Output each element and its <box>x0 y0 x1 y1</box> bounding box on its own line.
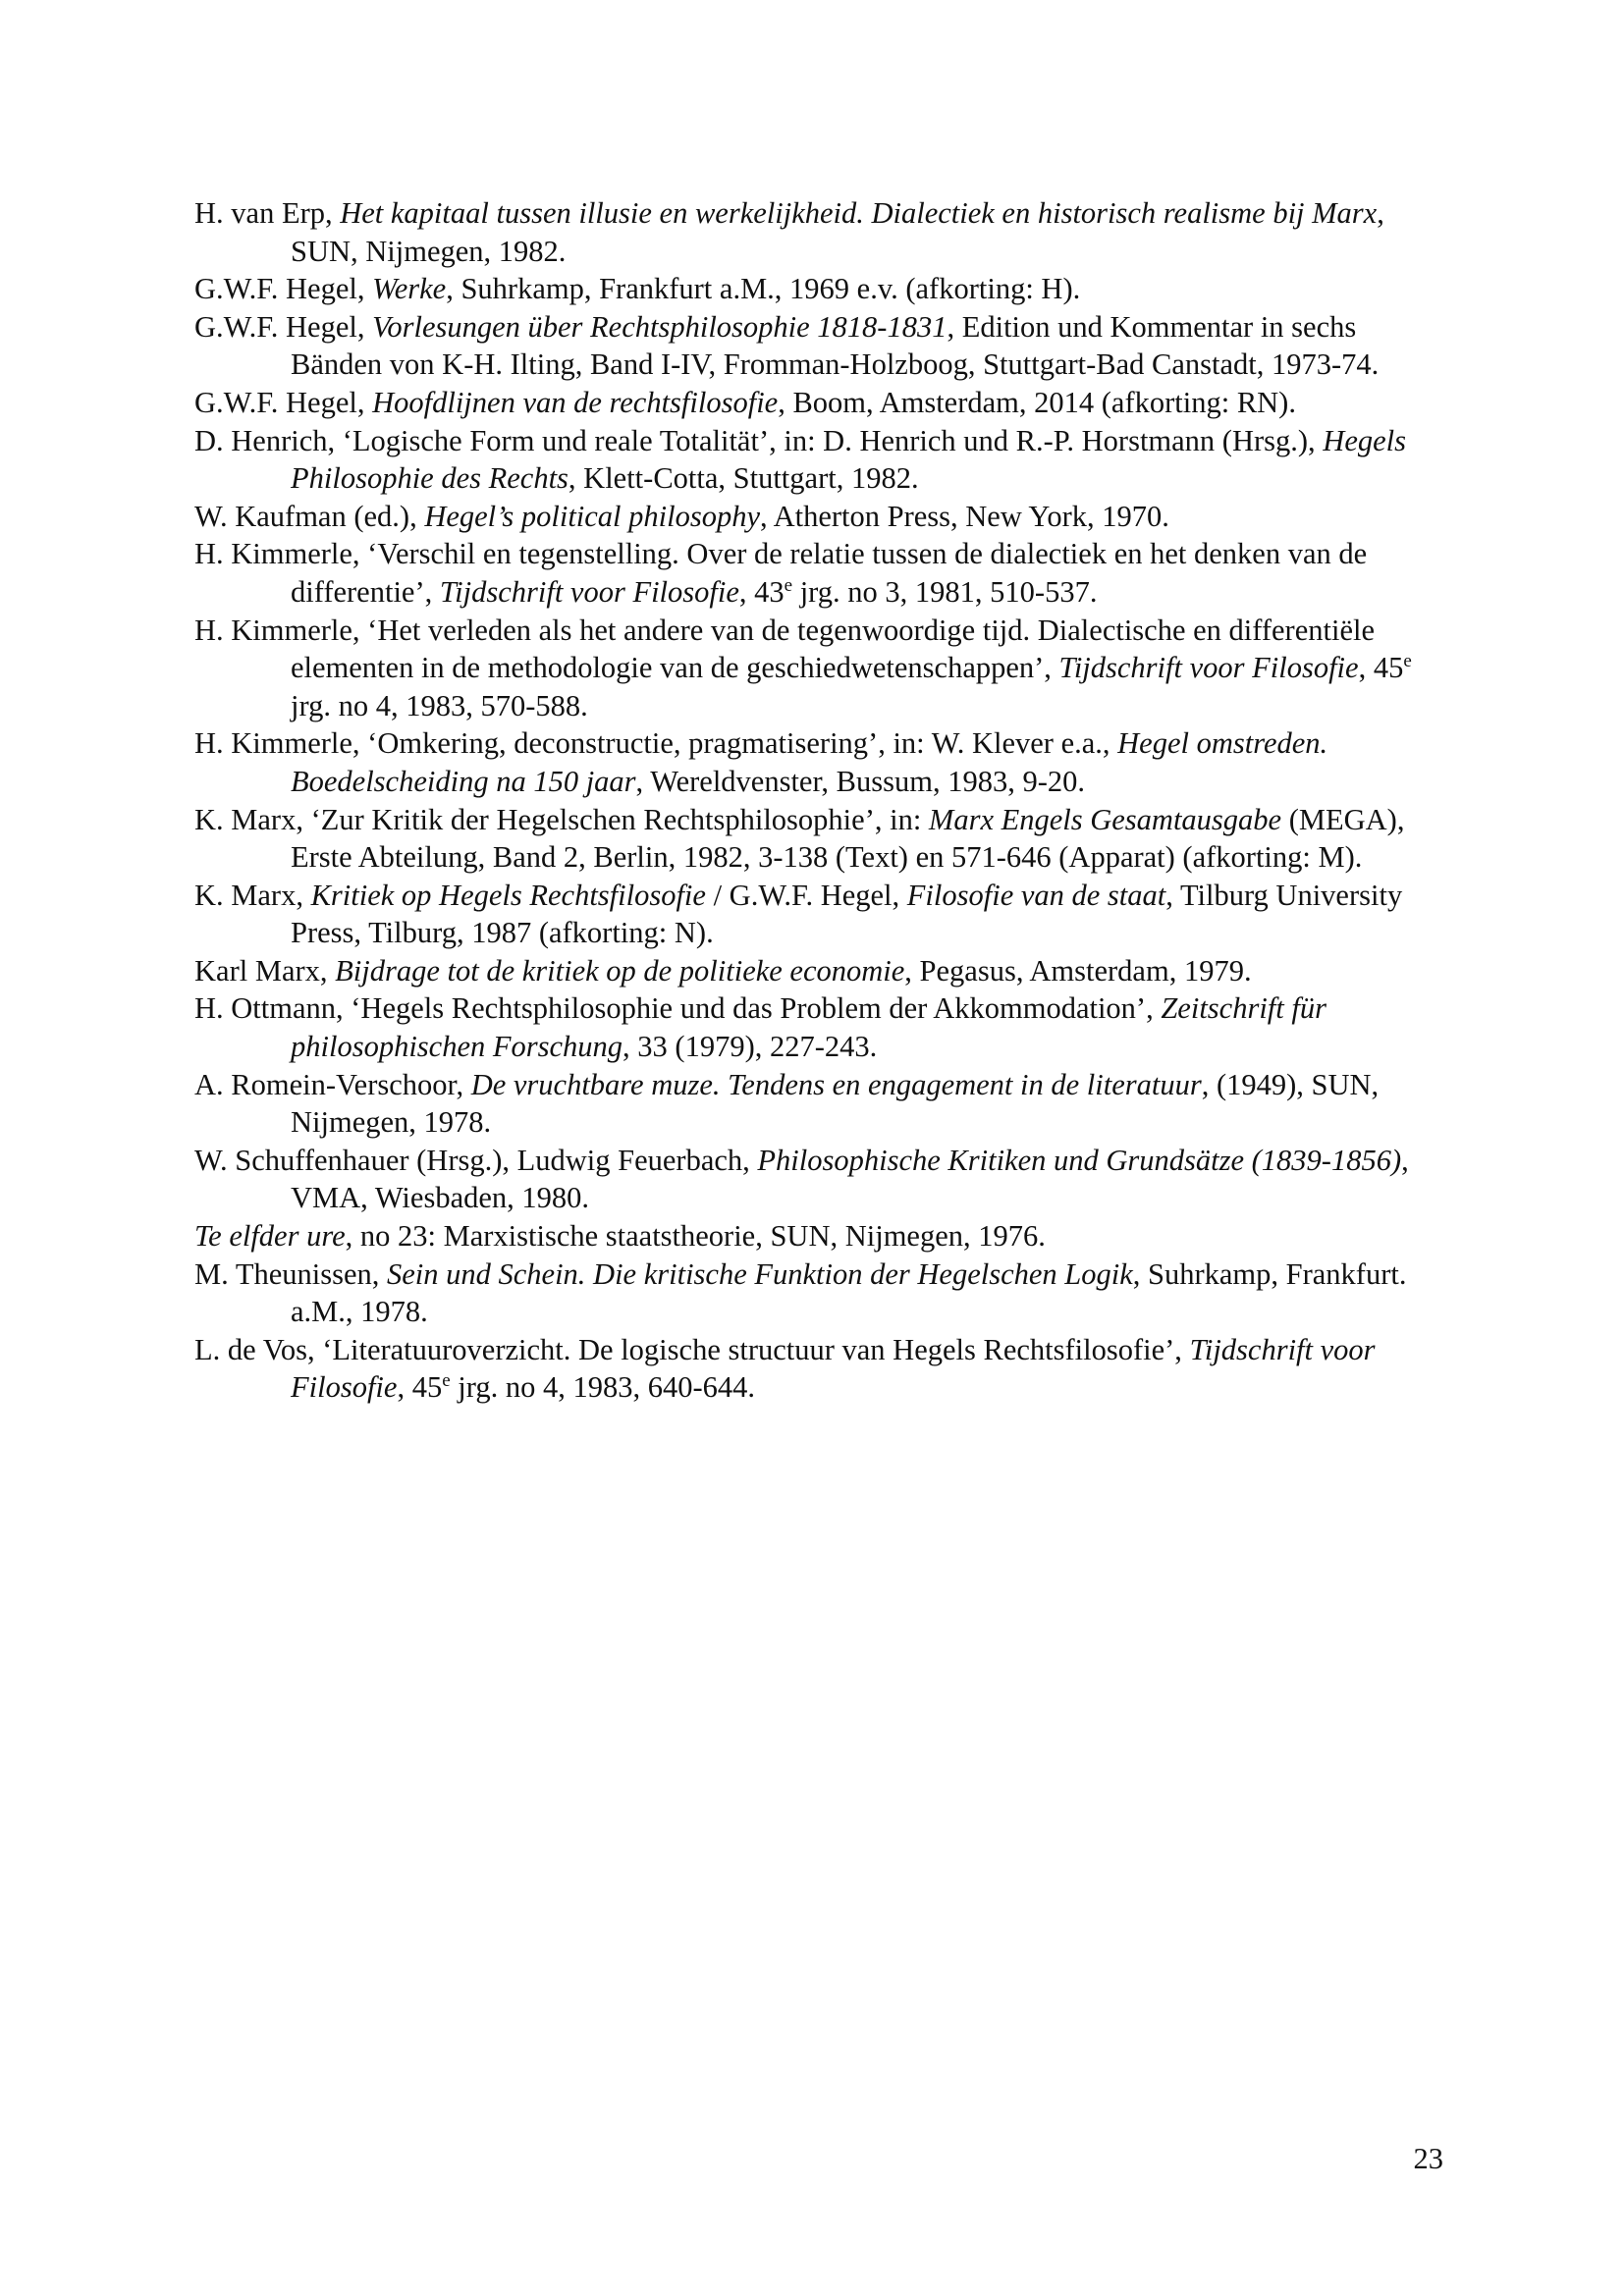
bibliography-entry <box>194 612 1443 725</box>
entry-text: A. Romein-Verschoor, <box>194 1067 471 1101</box>
entry-text: H. van Erp, <box>194 196 341 230</box>
entry-text: , 33 (1979), 227-243. <box>623 1030 878 1064</box>
entry-text: / G.W.F. Hegel, <box>705 878 907 912</box>
bibliography-entry <box>194 194 1443 270</box>
entry-text: K. Marx, ‘Zur Kritik der Hegelschen Rechtsphilosophie’, in: <box>194 802 929 836</box>
italic-title-text: Hoofdlijnen van de rechtsfilosofie <box>372 385 779 419</box>
bibliography-entry <box>194 1255 1443 1331</box>
entry-text: W. Kaufman (ed.), <box>194 499 425 533</box>
italic-title-text: Filosofie van de staat <box>906 878 1166 912</box>
entry-text: H. Kimmerle, ‘Verschil en tegenstelling. Over de relatie tussen de dialectiek en het denken van de differentie’, <box>194 537 1368 609</box>
page-number: 23 <box>1413 2142 1443 2175</box>
entry-text: H. Ottmann, ‘Hegels Rechtsphilosophie und das Problem der Akkommodation’, <box>194 991 1162 1026</box>
entry-text: D. Henrich, ‘Logische Form und reale Totalität’, in: D. Henrich und R.-P. Horstmann (Hrsg.), <box>194 423 1324 457</box>
entry-text: , VMA, Wiesbaden, 1980. <box>291 1143 1409 1215</box>
entry-text: , Boom, Amsterdam, 2014 (afkorting: RN). <box>778 385 1296 419</box>
entry-text: , Atherton Press, New York, 1970. <box>760 499 1169 533</box>
italic-title-text: Hegels Philosophie des Rechts <box>291 423 1406 496</box>
entry-text: , Klett-Cotta, Stuttgart, 1982. <box>568 461 919 496</box>
entry-text: H. Kimmerle, ‘Omkering, deconstructie, pragmatisering’, in: W. Klever e.a., <box>194 726 1118 761</box>
entry-text: jrg. no 3, 1981, 510-537. <box>792 574 1098 609</box>
italic-title-text: Te elfder ure <box>194 1219 346 1254</box>
entry-text: L. de Vos, ‘Literatuuroverzicht. De logische structuur van Hegels Rechtsfilosofie’, <box>194 1332 1190 1366</box>
entry-text: Karl Marx, <box>194 953 336 988</box>
italic-title-text: Hegel’s political philosophy <box>424 499 761 533</box>
entry-text: H. Kimmerle, ‘Het verleden als het andere van de tegenwoordige tijd. Dialectische en differentiële elementen in de methodologie van de geschiedwetenschappen’, <box>194 613 1375 685</box>
entry-text: jrg. no 4, 1983, 640-644. <box>450 1370 755 1405</box>
entry-text: M. Theunissen, <box>194 1256 387 1291</box>
italic-title-text: Sein und Schein. Die kritische Funktion der Hegelschen Logik <box>387 1256 1133 1291</box>
italic-title-text: Kritiek op Hegels Rechtsfilosofie <box>310 878 706 912</box>
entry-text: G.W.F. Hegel, <box>194 309 373 344</box>
entry-text: , 45 <box>397 1370 443 1405</box>
bibliography-entry <box>194 801 1443 877</box>
superscript-text: e <box>784 574 793 596</box>
bibliography-entry <box>194 1331 1443 1407</box>
bibliography-entry <box>194 308 1443 384</box>
entry-text: , SUN, Nijmegen, 1982. <box>291 196 1384 268</box>
bibliography-entry <box>194 422 1443 498</box>
italic-title-text: Zeitschrift für philosophischen Forschung <box>291 991 1326 1064</box>
entry-text: , Edition und Kommentar in sechs Bänden von K-H. Ilting, Band I-IV, Fromman-Holzboog, Stuttgart-Bad Canstadt, 1973-74. <box>291 309 1380 382</box>
entry-text: , 45 <box>1358 651 1404 685</box>
entry-text: , Pegasus, Amsterdam, 1979. <box>904 953 1252 988</box>
bibliography-entry <box>194 952 1443 990</box>
entry-text: W. Schuffenhauer (Hrsg.), Ludwig Feuerbach, <box>194 1143 758 1177</box>
italic-title-text: Tijdschrift voor Filosofie <box>1058 651 1359 685</box>
bibliography-list <box>194 194 1443 1407</box>
italic-title-text: Philosophische Kritiken und Grundsätze (1839-1856) <box>757 1143 1402 1177</box>
entry-text: , no 23: Marxistische staatstheorie, SUN, Nijmegen, 1976. <box>345 1219 1046 1254</box>
bibliography-entry <box>194 989 1443 1065</box>
entry-text: , Suhrkamp, Frankfurt a.M., 1969 e.v. (afkorting: H). <box>446 272 1081 306</box>
superscript-text: e <box>442 1370 451 1392</box>
bibliography-entry <box>194 877 1443 952</box>
bibliography-entry <box>194 535 1443 611</box>
italic-title-text: De vruchtbare muze. Tendens en engagement in de literatuur <box>470 1067 1202 1101</box>
entry-text: G.W.F. Hegel, <box>194 272 373 306</box>
superscript-text: e <box>1403 651 1412 672</box>
entry-text: G.W.F. Hegel, <box>194 385 373 419</box>
italic-title-text: Tijdschrift voor Filosofie <box>291 1332 1376 1405</box>
entry-text: (MEGA), Erste Abteilung, Band 2, Berlin, 1982, 3-138 (Text) en 571-646 (Apparat) (afkorting: M). <box>291 802 1405 875</box>
bibliography-entry <box>194 498 1443 536</box>
italic-title-text: Hegel omstreden. Boedelscheiding na 150 jaar <box>291 726 1328 798</box>
italic-title-text: Marx Engels Gesamtausgabe <box>928 802 1282 836</box>
entry-text: , 43 <box>738 574 785 609</box>
bibliography-entry <box>194 1142 1443 1217</box>
entry-text: jrg. no 4, 1983, 570-588. <box>291 688 588 722</box>
italic-title-text: Werke <box>372 272 447 306</box>
entry-text: , Wereldvenster, Bussum, 1983, 9-20. <box>635 764 1085 798</box>
entry-text: K. Marx, <box>194 878 311 912</box>
entry-text: , (1949), SUN, Nijmegen, 1978. <box>291 1067 1380 1140</box>
bibliography-entry <box>194 1066 1443 1142</box>
entry-text: , Suhrkamp, Frankfurt. a.M., 1978. <box>291 1256 1407 1329</box>
italic-title-text: Het kapitaal tussen illusie en werkelijkheid. Dialectiek en historisch realisme bij Marx <box>340 196 1378 230</box>
italic-title-text: Vorlesungen über Rechtsphilosophie 1818-1831 <box>372 309 947 344</box>
bibliography-entry <box>194 1217 1443 1255</box>
bibliography-entry <box>194 724 1443 800</box>
italic-title-text: Bijdrage tot de kritiek op de politieke economie <box>335 953 905 988</box>
bibliography-entry <box>194 270 1443 308</box>
entry-text: , Tilburg University Press, Tilburg, 1987 (afkorting: N). <box>291 878 1403 950</box>
bibliography-entry <box>194 384 1443 422</box>
italic-title-text: Tijdschrift voor Filosofie <box>439 574 739 609</box>
